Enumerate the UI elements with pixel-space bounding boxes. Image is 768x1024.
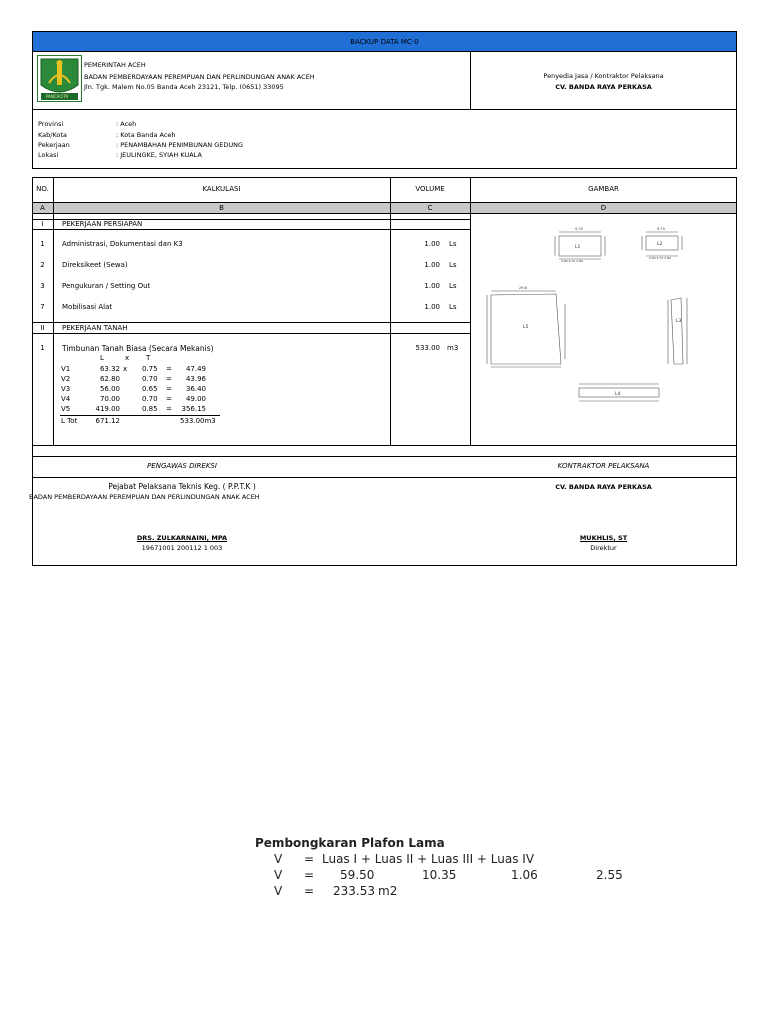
line1-v: V [274,852,283,866]
info-label-pekerjaan: Pekerjaan [38,141,70,149]
row4-desc: Mobilisasi Alat [62,303,113,311]
site-drawing [471,214,736,445]
calc-v4-l: 70.00 [99,395,120,403]
logo [37,55,82,102]
total-l: 671.12 [95,417,120,425]
calc-v5-t: 0.85 [142,405,158,413]
total-label: L Tot [61,417,78,425]
bottom-title: Pembongkaran Plafon Lama [255,836,445,850]
header-volume: VOLUME [415,185,445,193]
row1-desc: Administrasi, Dokumentasi dan K3 [62,240,183,248]
row5-vol: 533.00 [415,344,440,352]
calc-v3-l: 56.00 [99,385,120,393]
header-gambar: GAMBAR [588,185,619,193]
calc-v5-l: 419.00 [95,405,120,413]
line2-a: 59.50 [340,868,375,882]
area-l3-shape [671,298,683,364]
gov-line1: PEMERINTAH ACEH [84,61,146,69]
calc-v3-t: 0.65 [142,385,158,393]
row4-unit: Ls [449,303,457,311]
calc-v3-eq: = [166,385,172,393]
line2-v: V [274,868,283,882]
label-l5: L5 [523,325,529,330]
dim-l1-bot: 2,80 2,70 2,80 [561,259,583,263]
calc-v4-eq: = [166,395,172,403]
section1-no: I [41,220,44,228]
calc-head-l: L [100,354,104,362]
label-l3: L3 [676,319,682,324]
row3-no: 3 [40,282,45,290]
row4-vol: 1.00 [424,303,440,311]
row3-vol: 1.00 [424,282,440,290]
row2-unit: Ls [449,261,457,269]
row2-no: 2 [40,261,45,269]
line2-d: 2.55 [596,868,623,882]
contractor-label: Penyedia Jasa / Kontraktor Pelaksana [543,72,664,80]
calc-v5-name: V5 [61,405,71,413]
header-no: NO. [36,185,49,193]
section2-no: II [40,324,45,332]
dim-l5-top: 29,6 [519,286,527,290]
dim-l1-top: 9,70 [575,227,583,231]
gov-line3: Jln. Tgk. Malem No.05 Banda Aceh 23121, Telp. (0651) 33095 [84,83,284,91]
letter-d: D [600,204,607,212]
letter-b: B [219,204,224,212]
line3-eq: = [304,884,315,898]
calc-v1-r: 47.49 [185,365,206,373]
calc-v4-name: V4 [61,395,71,403]
row5-no: 1 [40,344,45,352]
calc-v1-t: 0.75 [142,365,158,373]
section1-title: PEKERJAAN PERSIAPAN [62,220,143,228]
right-org: CV. BANDA RAYA PERKASA [555,483,652,491]
header-kalkulasi: KALKULASI [202,185,241,193]
left-head: PENGAWAS DIREKSI [147,462,217,470]
total-r: 533.00m3 [180,417,216,425]
row2-desc: Direksikeet (Sewa) [62,261,128,269]
row5-desc: Timbunan Tanah Biasa (Secara Mekanis) [62,344,214,353]
dim-l2-bot: 2,80 2,70 2,80 [649,256,671,260]
row4-no: 7 [40,303,45,311]
line2-b: 10.35 [422,868,457,882]
calc-v4-r: 49.00 [185,395,206,403]
row5-unit: m3 [447,344,459,352]
calc-head-x: x [125,354,130,362]
label-l2: L2 [657,242,663,247]
left-nip: 19671001 200112 1 003 [141,544,223,552]
row3-desc: Pengukuran / Setting Out [62,282,151,290]
info-label-provinsi: Provinsi [38,120,64,128]
line2-c: 1.06 [511,868,538,882]
letter-c: C [427,204,433,212]
right-title: Direktur [590,544,617,552]
line1-eq: = [304,852,315,866]
left-role: Pejabat Pelaksana Teknis Keg. ( P.P.T.K ) [108,482,256,491]
calc-v1-x: x [123,365,128,373]
info-value-lokasi: : JEULINGKE, SYIAH KUALA [116,151,202,159]
row1-no: 1 [40,240,45,248]
calc-v2-r: 43.96 [185,375,206,383]
left-org: BADAN PEMBERDAYAAN PEREMPUAN DAN PERLINDUNGAN ANAK ACEH [29,493,260,501]
calc-v2-t: 0.70 [142,375,158,383]
info-value-provinsi: : Aceh [116,120,137,128]
calc-v5-eq: = [166,405,172,413]
label-l1: L1 [575,245,581,250]
row3-unit: Ls [449,282,457,290]
right-head: KONTRAKTOR PELAKSANA [557,462,650,470]
calc-v3-r: 36.40 [185,385,206,393]
info-label-lokasi: Lokasi [38,151,59,159]
calc-v5-r: 356.15 [181,405,206,413]
calc-v2-name: V2 [61,375,71,383]
info-value-kabkota: : Kota Banda Aceh [116,131,176,139]
letter-a: A [40,204,45,212]
info-value-pekerjaan: : PENAMBAHAN PENIMBUNAN GEDUNG [116,141,244,149]
calc-v2-eq: = [166,375,172,383]
line3-v: V [274,884,283,898]
title-bar [32,31,737,52]
section2-title: PEKERJAAN TANAH [62,324,128,332]
line3-val: 233.53 [333,884,375,898]
contractor-name: CV. BANDA RAYA PERKASA [555,83,652,91]
calc-v4-t: 0.70 [142,395,158,403]
gov-line2: BADAN PEMBERDAYAAN PEREMPUAN DAN PERLINDUNGAN ANAK ACEH [84,73,315,81]
line1-expr: Luas I + Luas II + Luas III + Luas IV [322,852,535,866]
label-l4: L4 [615,392,621,397]
calc-v2-l: 62.80 [99,375,120,383]
dim-l2-top: 9,70 [657,227,665,231]
left-name: DRS. ZULKARNAINI, MPA [136,534,228,542]
calc-v1-eq: = [166,365,172,373]
calc-v1-l: 63.32 [99,365,120,373]
row1-unit: Ls [449,240,457,248]
info-label-kabkota: Kab/Kota [38,131,67,139]
logo-text: PANCACITA [46,94,69,99]
right-name: MUKHLIS, ST [579,534,628,542]
calc-v3-name: V3 [61,385,71,393]
row2-vol: 1.00 [424,261,440,269]
line3-unit: m2 [378,884,398,898]
calc-head-t: T [146,354,151,362]
row1-vol: 1.00 [424,240,440,248]
title-bar-text: BACKUP DATA MC-0 [350,37,419,46]
calc-v1-name: V1 [61,365,71,373]
line2-eq: = [304,868,315,882]
info-box [32,109,737,169]
